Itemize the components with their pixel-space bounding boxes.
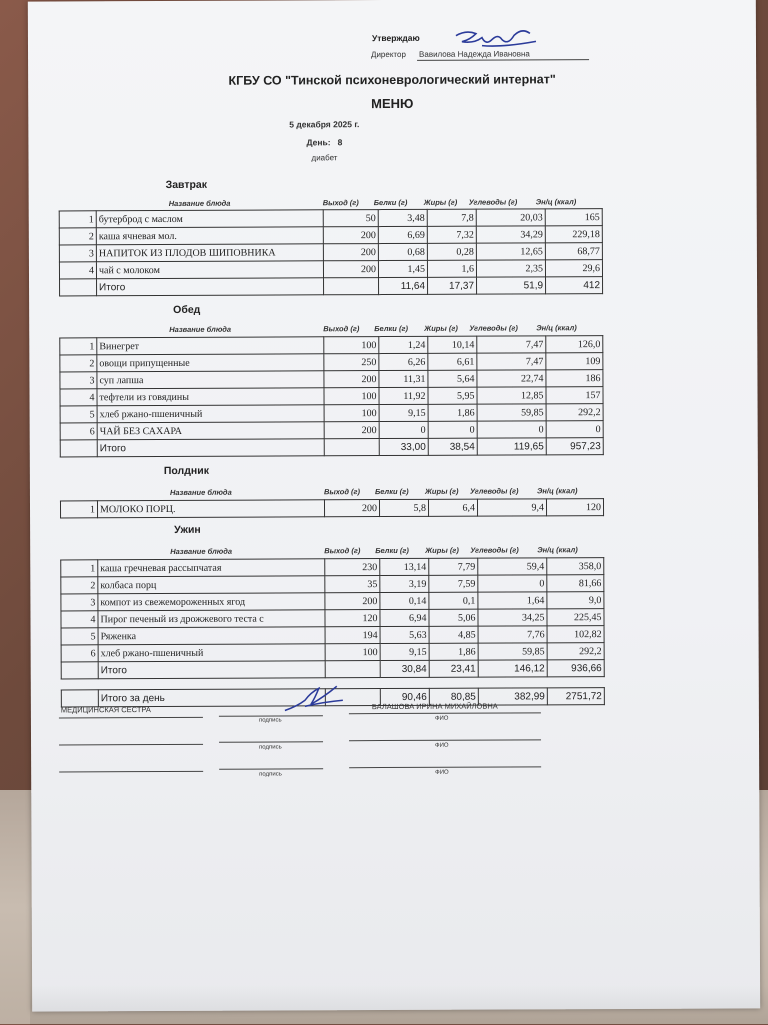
output-value bbox=[324, 439, 379, 456]
carbs-value: 119,65 bbox=[477, 438, 546, 455]
carbs-value: 59,85 bbox=[477, 404, 546, 421]
carbs-value: 2,35 bbox=[476, 260, 545, 277]
fat-value: 5,06 bbox=[429, 609, 478, 626]
row-number: 2 bbox=[59, 228, 96, 245]
carbs-value: 146,12 bbox=[478, 660, 547, 677]
carbs-value: 59,4 bbox=[478, 558, 547, 575]
carbs-value: 7,76 bbox=[478, 626, 547, 643]
energy-value: 165 bbox=[545, 209, 602, 226]
menu-title: МЕНЮ bbox=[371, 95, 414, 112]
protein-value: 9,15 bbox=[380, 643, 429, 660]
col-header-name: Название блюда bbox=[168, 198, 231, 208]
protein-value: 90,46 bbox=[380, 688, 429, 705]
dish-name: Пирог печеный из дрожжевого теста с bbox=[98, 610, 325, 628]
col-header-protein: Белки (г) bbox=[374, 323, 408, 334]
day-number: 8 bbox=[337, 137, 343, 148]
output-value: 230 bbox=[325, 559, 380, 576]
col-header-name: Название блюда bbox=[169, 487, 232, 497]
section-title-snack: Полдник bbox=[163, 464, 209, 478]
carbs-value: 34,29 bbox=[476, 226, 545, 243]
total-row bbox=[60, 277, 603, 296]
dish-name: ЧАЙ БЕЗ САХАРА bbox=[97, 422, 324, 440]
diet-label: диабет bbox=[311, 153, 338, 163]
dish-name: Итого bbox=[98, 661, 325, 679]
protein-value: 3,48 bbox=[378, 209, 427, 226]
table-row bbox=[60, 499, 603, 518]
fat-value: 0,28 bbox=[427, 243, 476, 260]
snack-table bbox=[60, 498, 604, 518]
output-value: 200 bbox=[323, 227, 378, 244]
carbs-value: 22,74 bbox=[477, 370, 546, 387]
output-value: 100 bbox=[324, 337, 379, 354]
col-header-fat: Жиры (г) bbox=[423, 197, 458, 207]
protein-value: 9,15 bbox=[379, 404, 428, 421]
col-header-fat: Жиры (г) bbox=[425, 545, 459, 555]
protein-value: 33,00 bbox=[379, 438, 428, 455]
col-header-name: Название блюда bbox=[169, 324, 232, 334]
lunch-table bbox=[59, 335, 604, 457]
output-value: 200 bbox=[325, 593, 380, 610]
output-value: 194 bbox=[325, 627, 380, 644]
col-header-fat: Жиры (г) bbox=[424, 323, 458, 333]
output-value: 200 bbox=[324, 422, 379, 439]
protein-value: 1,24 bbox=[379, 336, 428, 353]
fat-value: 23,41 bbox=[429, 660, 478, 677]
fat-value: 7,59 bbox=[429, 575, 478, 592]
col-header-output: Выход (г) bbox=[322, 198, 359, 208]
energy-value: 120 bbox=[546, 499, 603, 516]
section-title-dinner: Ужин bbox=[174, 523, 201, 536]
output-value: 200 bbox=[323, 244, 378, 261]
dish-name: Ряженка bbox=[98, 627, 325, 645]
output-value bbox=[324, 278, 379, 295]
director-name: Вавилова Надежда Ивановна bbox=[419, 49, 530, 59]
row-number bbox=[61, 662, 98, 679]
output-value: 100 bbox=[325, 644, 380, 661]
energy-value: 957,23 bbox=[546, 438, 603, 455]
energy-value: 0 bbox=[546, 421, 603, 438]
output-value: 120 bbox=[325, 610, 380, 627]
sign-line-3-right bbox=[349, 766, 541, 768]
director-label: Директор bbox=[371, 49, 406, 60]
fat-value: 0 bbox=[428, 421, 477, 438]
fat-value: 0,1 bbox=[429, 592, 478, 609]
total-row bbox=[61, 660, 604, 679]
output-value: 200 bbox=[323, 261, 378, 278]
output-value: 250 bbox=[324, 354, 379, 371]
output-value: 50 bbox=[323, 210, 378, 227]
dish-name: суп лапша bbox=[97, 371, 324, 389]
energy-value: 29,6 bbox=[545, 260, 602, 277]
dish-name: каша ячневая мол. bbox=[96, 227, 323, 245]
sign-line-1-left bbox=[59, 717, 203, 719]
protein-value: 5,8 bbox=[379, 499, 428, 516]
dish-name: хлеб ржано-пшеничный bbox=[98, 644, 325, 662]
dinner-table bbox=[60, 557, 605, 679]
row-number: 1 bbox=[59, 211, 96, 228]
carbs-value: 7,47 bbox=[477, 336, 546, 353]
sign-line-2-mid bbox=[219, 741, 323, 742]
col-header-output: Выход (г) bbox=[323, 487, 361, 497]
dish-name: Винегрет bbox=[97, 337, 324, 355]
dish-name: Итого bbox=[97, 439, 324, 457]
row-number: 2 bbox=[61, 577, 98, 594]
sign-caption-2: подпись bbox=[259, 744, 282, 751]
carbs-value: 9,4 bbox=[477, 499, 546, 516]
dish-name: тефтели из говядины bbox=[97, 388, 324, 406]
carbs-value: 34,25 bbox=[478, 609, 547, 626]
row-number bbox=[60, 440, 97, 457]
lunch-rows bbox=[60, 336, 604, 457]
fat-value: 7,8 bbox=[427, 209, 476, 226]
dish-name: колбаса порц bbox=[98, 576, 325, 594]
col-header-protein: Белки (г) bbox=[374, 486, 409, 497]
fat-value: 1,6 bbox=[427, 260, 476, 277]
dinner-rows bbox=[61, 558, 605, 679]
row-number bbox=[60, 279, 97, 296]
protein-value: 30,84 bbox=[380, 660, 429, 677]
carbs-value: 1,64 bbox=[478, 592, 547, 609]
dish-name: бутерброд с маслом bbox=[96, 210, 323, 228]
fio-caption-3: ФИО bbox=[435, 769, 449, 776]
nurse-label: МЕДИЦИНСКАЯ СЕСТРА bbox=[60, 705, 151, 715]
col-header-fat: Жиры (г) bbox=[424, 486, 459, 496]
col-header-carbs: Углеводы (г) bbox=[470, 545, 519, 555]
energy-value: 157 bbox=[546, 387, 603, 404]
col-header-energy: Эн/ц (ккал) bbox=[536, 486, 578, 496]
row-number: 1 bbox=[61, 560, 98, 577]
col-header-energy: Эн/ц (ккал) bbox=[536, 323, 577, 333]
protein-value: 11,64 bbox=[379, 277, 428, 294]
snack-rows bbox=[60, 499, 603, 518]
sign-line-2-left bbox=[59, 744, 203, 746]
protein-value: 6,26 bbox=[379, 353, 428, 370]
director-line bbox=[417, 59, 589, 61]
energy-value: 936,66 bbox=[547, 660, 604, 677]
energy-value: 9,0 bbox=[547, 592, 604, 609]
energy-value: 68,77 bbox=[545, 243, 602, 260]
output-value: 200 bbox=[324, 371, 379, 388]
protein-value: 6,94 bbox=[380, 609, 429, 626]
sign-line-1-right bbox=[349, 712, 541, 714]
protein-value: 5,63 bbox=[380, 626, 429, 643]
fat-value: 7,32 bbox=[427, 226, 476, 243]
fat-value: 6,4 bbox=[428, 499, 477, 516]
dish-name: НАПИТОК ИЗ ПЛОДОВ ШИПОВНИКА bbox=[96, 244, 323, 262]
carbs-value: 12,65 bbox=[476, 243, 545, 260]
fat-value: 10,14 bbox=[428, 336, 477, 353]
paper-shadow bbox=[30, 985, 768, 1025]
carbs-value: 20,03 bbox=[476, 209, 545, 226]
dish-name: Итого bbox=[97, 278, 324, 296]
col-header-protein: Белки (г) bbox=[375, 545, 409, 556]
row-number: 4 bbox=[59, 262, 96, 279]
protein-value: 0,14 bbox=[380, 592, 429, 609]
carbs-value: 0 bbox=[477, 421, 546, 438]
day-label: День: bbox=[306, 137, 331, 148]
approve-label: Утверждаю bbox=[371, 32, 420, 44]
row-number: 3 bbox=[59, 245, 96, 262]
menu-date: 5 декабря 2025 г. bbox=[289, 119, 360, 130]
dish-name: МОЛОКО ПОРЦ. bbox=[97, 500, 324, 518]
energy-value: 81,66 bbox=[547, 575, 604, 592]
energy-value: 2751,72 bbox=[547, 688, 604, 705]
menu-document bbox=[28, 0, 760, 1012]
energy-value: 229,18 bbox=[545, 226, 602, 243]
dish-name: овощи припущенные bbox=[97, 354, 324, 372]
section-title-lunch: Обед bbox=[173, 303, 201, 316]
day-line bbox=[28, 136, 620, 149]
fat-value: 7,79 bbox=[429, 558, 478, 575]
carbs-value: 51,9 bbox=[477, 277, 546, 294]
protein-value: 11,92 bbox=[379, 387, 428, 404]
output-value: 35 bbox=[325, 576, 380, 593]
organization-title: КГБУ СО "Тинской психоневрологический интернат" bbox=[228, 72, 556, 88]
col-header-output: Выход (г) bbox=[324, 546, 361, 556]
sign-caption-1: подпись bbox=[258, 717, 282, 724]
fat-value: 17,37 bbox=[428, 277, 477, 294]
carbs-value: 0 bbox=[478, 575, 547, 592]
col-header-protein: Белки (г) bbox=[373, 197, 408, 208]
dish-name: чай с молоком bbox=[96, 261, 323, 279]
row-number: 2 bbox=[60, 355, 97, 372]
nurse-name: БАЛАШОВА ИРИНА МИХАЙЛОВНА bbox=[371, 701, 498, 712]
nurse-signature bbox=[281, 682, 351, 716]
protein-value: 11,31 bbox=[379, 370, 428, 387]
row-number: 5 bbox=[61, 628, 98, 645]
protein-value: 0,68 bbox=[378, 243, 427, 260]
protein-value: 3,19 bbox=[380, 575, 429, 592]
fat-value: 80,85 bbox=[429, 688, 478, 705]
protein-value: 6,69 bbox=[378, 226, 427, 243]
fat-value: 38,54 bbox=[428, 438, 477, 455]
energy-value: 292,2 bbox=[546, 404, 603, 421]
row-number: 3 bbox=[60, 372, 97, 389]
energy-value: 358,0 bbox=[547, 558, 604, 575]
sign-line-3-mid bbox=[219, 768, 323, 769]
sign-line-2-right bbox=[349, 739, 541, 741]
energy-value: 126,0 bbox=[546, 336, 603, 353]
dish-name: хлеб ржано-пшеничный bbox=[97, 405, 324, 423]
carbs-value: 59,85 bbox=[478, 643, 547, 660]
fat-value: 4,85 bbox=[429, 626, 478, 643]
energy-value: 412 bbox=[546, 277, 603, 294]
protein-value: 13,14 bbox=[380, 558, 429, 575]
protein-value: 0 bbox=[379, 421, 428, 438]
energy-value: 292,2 bbox=[547, 643, 604, 660]
fat-value: 5,95 bbox=[428, 387, 477, 404]
output-value: 100 bbox=[324, 388, 379, 405]
col-header-carbs: Углеводы (г) bbox=[469, 323, 518, 333]
carbs-value: 7,47 bbox=[477, 353, 546, 370]
dish-name: каша гречневая рассыпчатая bbox=[98, 559, 325, 577]
section-title-breakfast: Завтрак bbox=[165, 178, 208, 191]
col-header-name: Название блюда bbox=[170, 546, 233, 556]
row-number: 1 bbox=[60, 338, 97, 355]
sign-line-3-left bbox=[59, 771, 203, 773]
energy-value: 102,82 bbox=[547, 626, 604, 643]
output-value: 200 bbox=[324, 500, 379, 517]
col-header-carbs: Углеводы (г) bbox=[469, 486, 519, 496]
fat-value: 6,61 bbox=[428, 353, 477, 370]
protein-value: 1,45 bbox=[378, 260, 427, 277]
energy-value: 225,45 bbox=[547, 609, 604, 626]
energy-value: 109 bbox=[546, 353, 603, 370]
row-number: 3 bbox=[61, 594, 98, 611]
col-header-carbs: Углеводы (г) bbox=[468, 197, 518, 207]
col-header-output: Выход (г) bbox=[323, 324, 360, 334]
carbs-value: 12,85 bbox=[477, 387, 546, 404]
col-header-energy: Эн/ц (ккал) bbox=[535, 197, 577, 207]
dish-name: компот из свежемороженных ягод bbox=[98, 593, 325, 611]
row-number: 6 bbox=[60, 423, 97, 440]
total-row bbox=[60, 438, 603, 457]
sign-caption-3: подпись bbox=[259, 771, 282, 778]
fat-value: 1,86 bbox=[428, 404, 477, 421]
dish-name: Итого за день bbox=[98, 689, 325, 707]
fat-value: 1,86 bbox=[429, 643, 478, 660]
output-value: 100 bbox=[324, 405, 379, 422]
row-number: 4 bbox=[60, 389, 97, 406]
fat-value: 5,64 bbox=[428, 370, 477, 387]
row-number: 1 bbox=[60, 501, 97, 518]
row-number: 6 bbox=[61, 645, 98, 662]
energy-value: 186 bbox=[546, 370, 603, 387]
breakfast-table bbox=[59, 208, 603, 296]
row-number: 4 bbox=[61, 611, 98, 628]
carbs-value: 382,99 bbox=[478, 688, 547, 705]
col-header-energy: Эн/ц (ккал) bbox=[537, 545, 578, 555]
fio-caption-2: ФИО bbox=[435, 742, 449, 749]
breakfast-rows bbox=[59, 209, 602, 296]
fio-caption-1: ФИО bbox=[434, 715, 449, 722]
output-value bbox=[325, 661, 380, 678]
row-number: 5 bbox=[60, 406, 97, 423]
